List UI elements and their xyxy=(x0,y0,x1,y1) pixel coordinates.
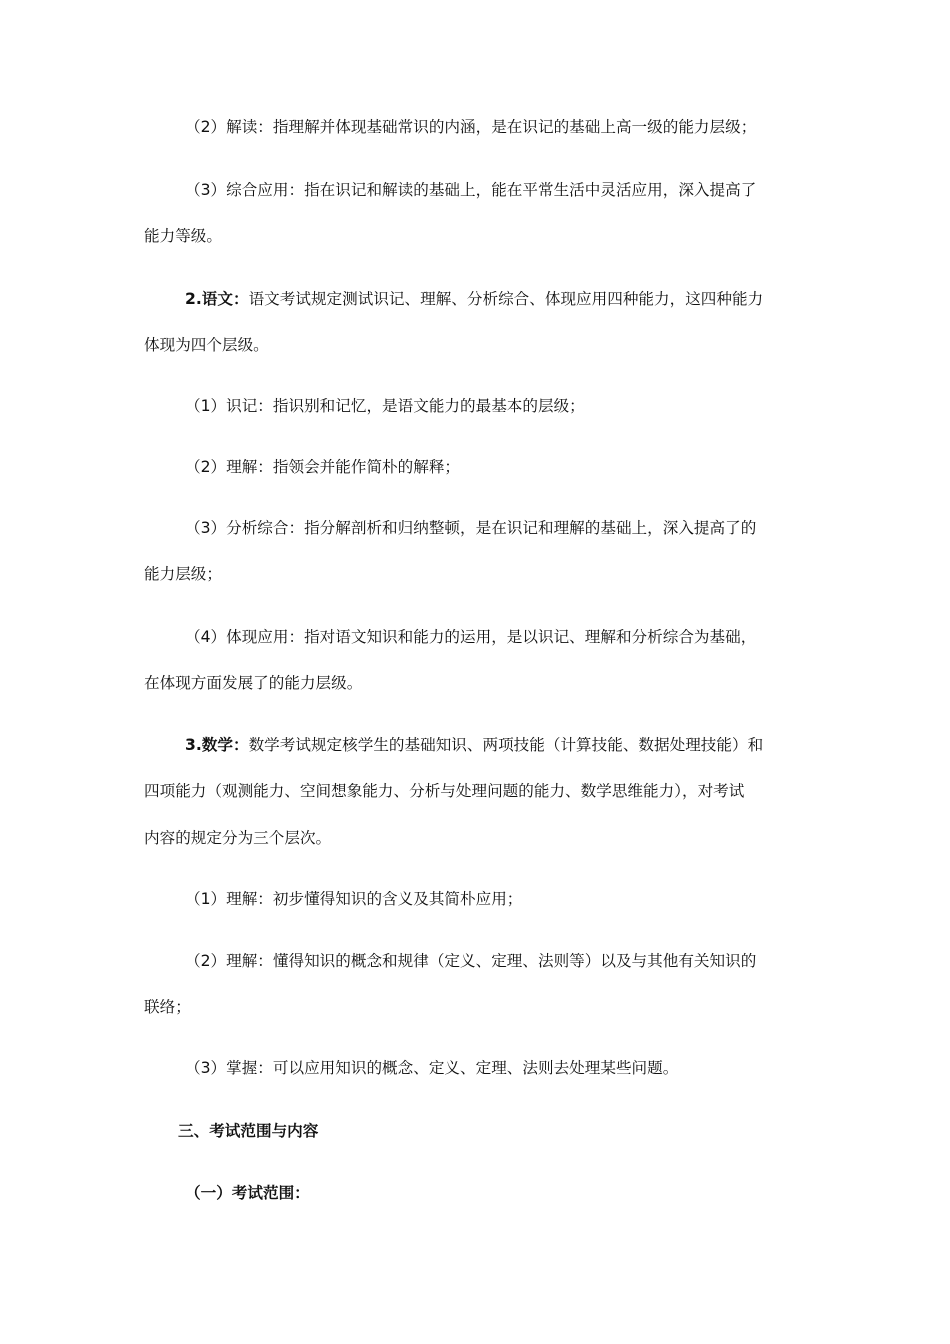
paragraph-line xyxy=(185,627,849,647)
subsection-heading xyxy=(185,1183,849,1203)
line-text: 语文考试规定测试识记、理解、分析综合、体现应用四种能力，这四种能力 xyxy=(248,290,764,308)
line-text: （1）理解：初步懂得知识的含义及其简朴应用； xyxy=(185,890,523,908)
line-text: 体现为四个层级。 xyxy=(144,336,269,354)
line-text: （2）解读：指理解并体现基础常识的内涵，是在识记的基础上高一级的能力层级； xyxy=(185,118,757,136)
paragraph-line xyxy=(144,828,808,848)
line-text: （3）分析综合：指分解剖析和归纳整顿，是在识记和理解的基础上，深入提高了的 xyxy=(185,519,757,537)
paragraph-line xyxy=(144,564,808,584)
line-text: 数学考试规定核学生的基础知识、两项技能（计算技能、数据处理技能）和 xyxy=(248,736,764,754)
line-text: 在体现方面发展了的能力层级。 xyxy=(144,674,363,692)
paragraph-line xyxy=(185,457,849,477)
line-text: 内容的规定分为三个层次。 xyxy=(144,829,332,847)
line-text: （3）掌握：可以应用知识的概念、定义、定理、法则去处理某些问题。 xyxy=(185,1059,679,1077)
line-text: 四项能力（观测能力、空间想象能力、分析与处理问题的能力、数学思维能力），对考试 xyxy=(144,782,745,800)
paragraph-line xyxy=(185,396,849,416)
line-text: （2）理解：懂得知识的概念和规律（定义、定理、法则等）以及与其他有关知识的 xyxy=(185,952,757,970)
paragraph-line xyxy=(185,180,849,200)
section-heading xyxy=(178,1121,842,1141)
paragraph-line xyxy=(185,518,849,538)
line-text: 能力等级。 xyxy=(144,227,222,245)
line-text: （3）综合应用：指在识记和解读的基础上，能在平常生活中灵活应用，深入提高了 xyxy=(185,181,757,199)
section-label: 3.数学： xyxy=(185,736,249,754)
paragraph-line xyxy=(185,951,849,971)
paragraph-line xyxy=(185,735,849,755)
paragraph-line xyxy=(185,289,849,309)
paragraph-line xyxy=(144,997,808,1017)
paragraph-line xyxy=(185,889,849,909)
line-text: 能力层级； xyxy=(144,565,222,583)
heading-text: 三、考试范围与内容 xyxy=(178,1122,319,1140)
line-text: 联络； xyxy=(144,998,191,1016)
line-text: （2）理解：指领会并能作简朴的解释； xyxy=(185,458,461,476)
paragraph-line xyxy=(144,673,808,693)
paragraph-line xyxy=(144,781,808,801)
paragraph-line xyxy=(185,1058,849,1078)
paragraph-line xyxy=(144,226,808,246)
paragraph-line xyxy=(144,335,808,355)
paragraph-line xyxy=(185,117,849,137)
line-text: （1）识记：指识别和记忆，是语文能力的最基本的层级； xyxy=(185,397,585,415)
line-text: （4）体现应用：指对语文知识和能力的运用，是以识记、理解和分析综合为基础， xyxy=(185,628,757,646)
section-label: 2.语文： xyxy=(185,290,249,308)
heading-text: （一）考试范围： xyxy=(185,1184,310,1202)
